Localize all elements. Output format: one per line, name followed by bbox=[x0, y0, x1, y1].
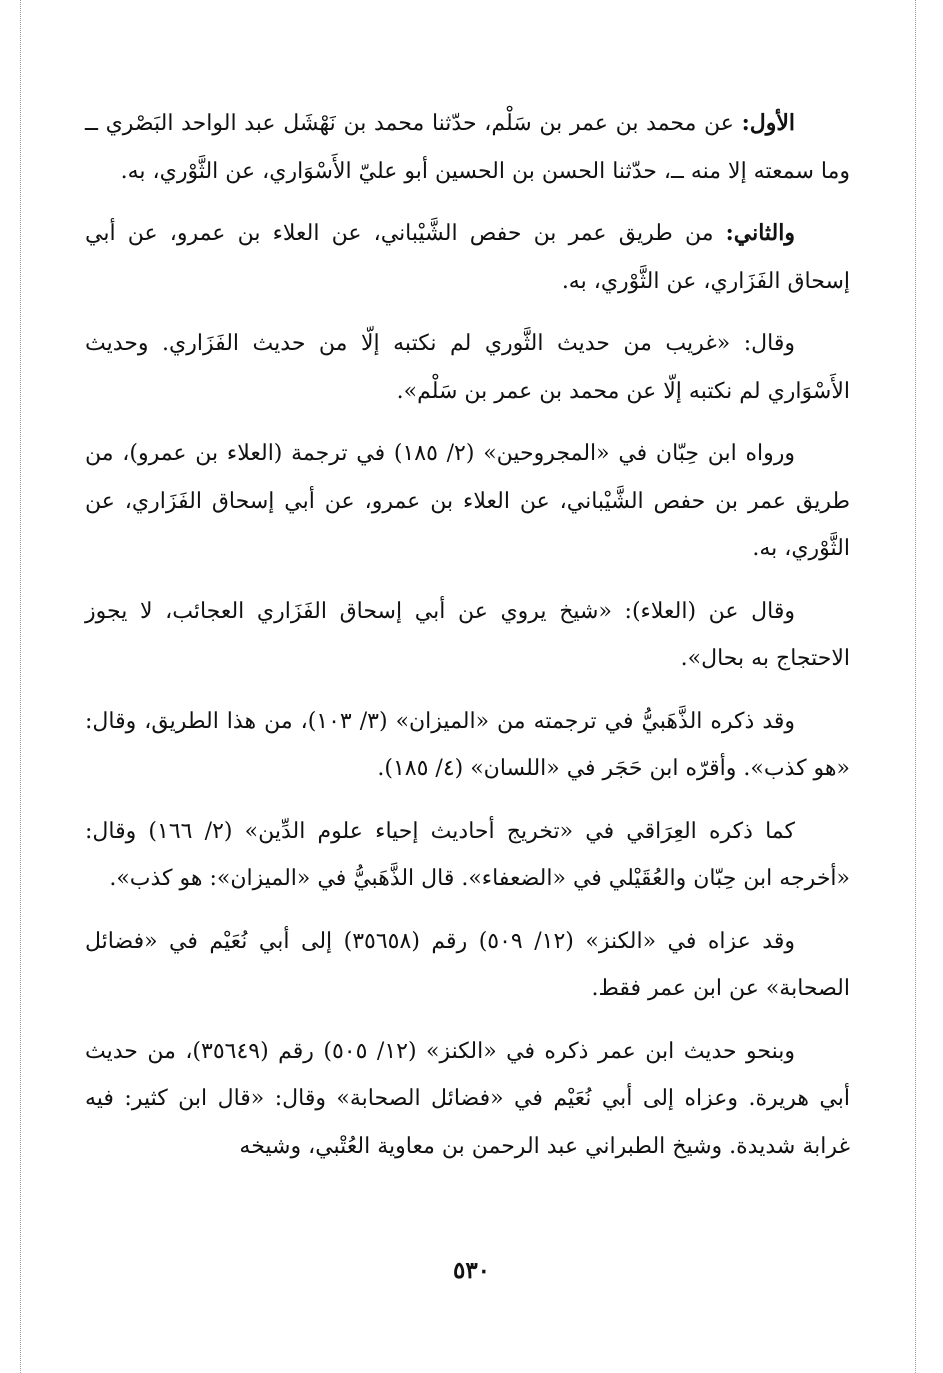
scan-edge-right bbox=[915, 0, 916, 1373]
paragraph-kanz-ibn-umar bbox=[85, 918, 850, 1013]
paragraph-text: عن محمد بن عمر بن سَلْم، حدّثنا محمد بن نَهْشَل عبد الواحد البَصْري ــ وما سمعته إلا منه ــ، حدّثنا الحسن بن الحسين أبو عليّ الأَسْوَاري، عن الثَّوْري، به. bbox=[85, 111, 850, 184]
paragraph-text: وقال عن (العلاء): «شيخ يروي عن أبي إسحاق الفَزَاري العجائب، لا يجوز الاحتجاج به بحال». bbox=[85, 598, 850, 671]
paragraph-ibn-hibban bbox=[85, 430, 850, 573]
paragraph-text: ورواه ابن حِبّان في «المجروحين» (٢/ ١٨٥) في ترجمة (العلاء بن عمرو)، من طريق عمر بن حفص الشَّيْباني، عن العلاء بن عمرو، عن أبي إسحاق الفَزَاري، عن الثَّوْري، به. bbox=[85, 441, 850, 561]
paragraph-lead: الأول: bbox=[741, 110, 795, 136]
paragraph-text: وقال: «غريب من حديث الثَّوري لم نكتبه إلّا من حديث الفَزَاري. وحديث الأَسْوَاري لم نكتبه إلّا عن محمد بن عمر بن سَلْم». bbox=[85, 331, 850, 404]
paragraph-iraqi bbox=[85, 808, 850, 903]
page-body bbox=[85, 100, 850, 1185]
paragraph-dhahabi bbox=[85, 698, 850, 793]
paragraph-text: وقد ذكره الذَّهَبيُّ في ترجمته من «الميزان» (٣/ ١٠٣)، من هذا الطريق، وقال: «هو كذب». وأقرّه ابن حَجَر في «اللسان» (٤/ ١٨٥). bbox=[85, 708, 850, 781]
paragraph-kanz-abu-hurayra bbox=[85, 1028, 850, 1171]
paragraph-second-route bbox=[85, 210, 850, 305]
paragraph-ala-comment bbox=[85, 588, 850, 683]
page-number: ٥٣٠ bbox=[452, 1257, 491, 1284]
paragraph-text: من طريق عمر بن حفص الشَّيْباني، عن العلاء بن عمرو، عن أبي إسحاق الفَزَاري، عن الثَّوْري، به. bbox=[85, 221, 850, 294]
scan-edge-left bbox=[20, 0, 21, 1373]
paragraph-lead: والثاني: bbox=[725, 220, 795, 246]
paragraph-quote-gharib bbox=[85, 320, 850, 415]
paragraph-text: كما ذكره العِرَاقي في «تخريج أحاديث إحياء علوم الدِّين» (٢/ ١٦٦) وقال: «أخرجه ابن حِبّان والعُقَيْلي في «الضعفاء». قال الذَّهَبيُّ في «الميزان»: هو كذب». bbox=[85, 818, 850, 891]
paragraph-first-route bbox=[85, 100, 850, 195]
paragraph-text: وقد عزاه في «الكنز» (١٢/ ٥٠٩) رقم (٣٥٦٥٨) إلى أبي نُعَيْم في «فضائل الصحابة» عن ابن عمر فقط. bbox=[85, 928, 850, 1001]
paragraph-text: وبنحو حديث ابن عمر ذكره في «الكنز» (١٢/ ٥٠٥) رقم (٣٥٦٤٩)، من حديث أبي هريرة. وعزاه إلى أبي نُعَيْم في «فضائل الصحابة» وقال: «قال ابن كثير: فيه غرابة شديدة. وشيخ الطبراني عبد الرحمن بن معاوية العُتْبي، وشيخه bbox=[85, 1038, 851, 1159]
